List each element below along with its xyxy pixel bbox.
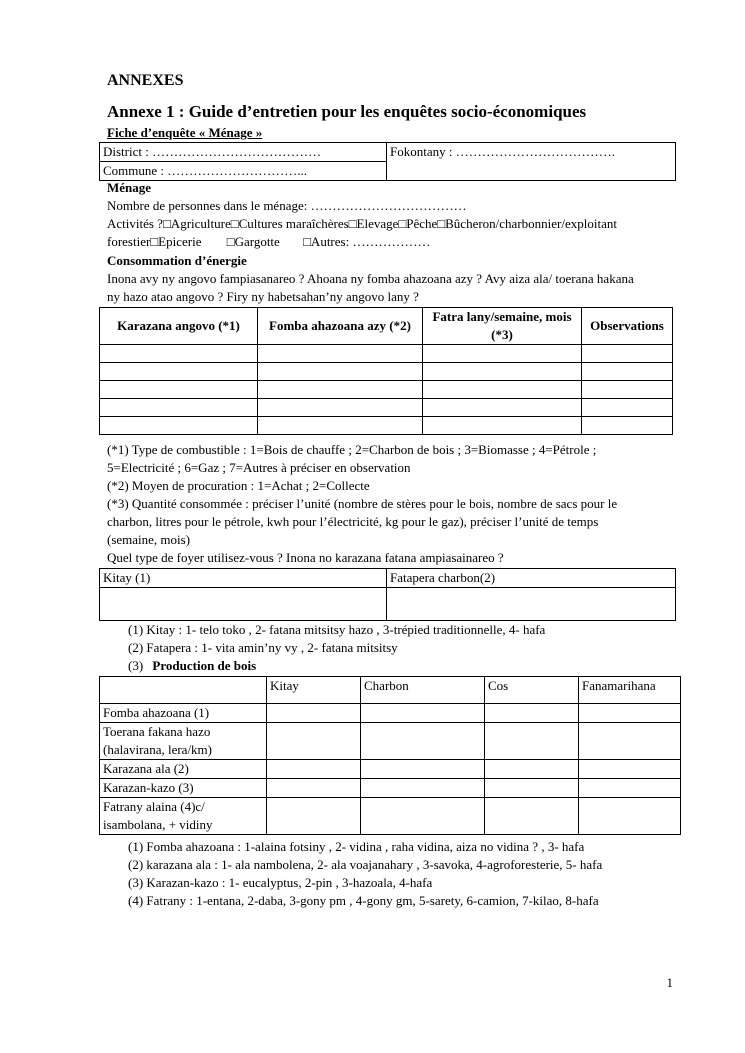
- activities-line-2: [107, 233, 430, 251]
- energie-question-1: Inona avy ny angovo fampiasanareo ? Ahoana ny fomba ahazoana azy ? Avy aiza ala/ toerana hakana: [107, 271, 634, 286]
- production-table: [99, 676, 681, 835]
- energy-header-fomba: Fomba ahazoana azy (*2): [258, 308, 423, 345]
- production-note-1: (1) Fomba ahazoana : 1-alaina fotsiny , 2- vidina , raha vidina, aiza no vidina ? , 3- hafa: [128, 839, 585, 854]
- production-number: (3): [128, 658, 144, 673]
- production-row-label: Toerana fakana hazo (halavirana, lera/km): [100, 723, 267, 760]
- note-combustible-cont: 5=Electricité ; 6=Gaz ; 7=Autres à préciser en observation: [107, 460, 411, 475]
- energie-question-2: ny hazo atao angovo ? Firy ny habetsahan’ny angovo lany ?: [107, 289, 419, 304]
- energy-row: [100, 417, 673, 435]
- foyer-question: Quel type de foyer utilisez-vous ? Inona no karazana fatana ampiasainareo ?: [107, 550, 504, 565]
- production-header-blank: [100, 677, 267, 704]
- district-cell: District : …………………………………: [100, 143, 387, 162]
- foyer-row: [100, 588, 676, 621]
- production-row: [100, 779, 681, 798]
- energie-title: Consommation d’énergie: [107, 253, 247, 268]
- foyer-table: [99, 568, 676, 621]
- production-note-4: (4) Fatrany : 1-entana, 2-daba, 3-gony pm , 4-gony gm, 5-sarety, 6-camion, 7-kilao, 8-hafa: [128, 893, 599, 908]
- note-quantite-cont: charbon, litres pour le pétrole, kwh pour l’électricité, kg pour le gaz), préciser l’unité de temps: [107, 514, 599, 529]
- energy-row: [100, 345, 673, 363]
- energy-row: [100, 363, 673, 381]
- foyer-header-kitay: Kitay (1): [100, 569, 387, 588]
- persons-line: Nombre de personnes dans le ménage: ………………………………: [107, 198, 467, 213]
- production-header-charbon: Charbon: [361, 677, 485, 704]
- production-row-label: Fomba ahazoana (1): [100, 704, 267, 723]
- foyer-list-1: (1) Kitay : 1- telo toko , 2- fatana mitsitsy hazo , 3-trépied traditionnelle, 4- hafa: [128, 622, 546, 637]
- production-header-kitay: Kitay: [267, 677, 361, 704]
- production-note-3: (3) Karazan-kazo : 1- eucalyptus, 2-pin , 3-hazoala, 4-hafa: [128, 875, 433, 890]
- note-quantite: (*3) Quantité consommée : préciser l’unité (nombre de stères pour le bois, nombre de sacs pour le: [107, 496, 618, 511]
- production-title: Production de bois: [152, 658, 257, 673]
- production-header-fanamarihana: Fanamarihana: [579, 677, 681, 704]
- foyer-header-fatapera: Fatapera charbon(2): [387, 569, 676, 588]
- location-table: [99, 142, 676, 181]
- energy-header-fatra: Fatra lany/semaine, mois (*3): [423, 308, 582, 345]
- fiche-title: Fiche d’enquête « Ménage »: [107, 125, 263, 140]
- note-quantite-end: (semaine, mois): [107, 532, 191, 547]
- note-procuration: (*2) Moyen de procuration : 1=Achat ; 2=Collecte: [107, 478, 370, 493]
- energy-table: [99, 307, 673, 435]
- production-row-label: Fatrany alaina (4)c/ isambolana, + vidiny: [100, 798, 267, 835]
- fokontany-cell: Fokontany : ……………………………….: [387, 143, 676, 181]
- commune-cell: Commune : …………………………...: [100, 162, 387, 181]
- note-combustible: (*1) Type de combustible : 1=Bois de chauffe ; 2=Charbon de bois ; 3=Biomasse ; 4=Pétrole ;: [107, 442, 597, 457]
- production-row: [100, 760, 681, 779]
- annex-title: Annexe 1 : Guide d’entretien pour les enquêtes socio-économiques: [107, 102, 587, 121]
- menage-title: Ménage: [107, 180, 152, 195]
- production-heading: [128, 657, 256, 675]
- energy-row: [100, 381, 673, 399]
- page-heading: ANNEXES: [107, 72, 184, 89]
- energy-header-observations: Observations: [582, 308, 673, 345]
- energy-header-karazana: Karazana angovo (*1): [100, 308, 258, 345]
- production-row: [100, 723, 681, 760]
- production-row-label: Karazana ala (2): [100, 760, 267, 779]
- production-row: [100, 704, 681, 723]
- production-row-label: Karazan-kazo (3): [100, 779, 267, 798]
- production-row: [100, 798, 681, 835]
- activity-epicerie: forestier□Epicerie: [107, 234, 202, 249]
- production-header-cos: Cos: [485, 677, 579, 704]
- foyer-list-2: (2) Fatapera : 1- vita amin’ny vy , 2- fatana mitsitsy: [128, 640, 398, 655]
- production-note-2: (2) karazana ala : 1- ala nambolena, 2- ala voajanahary , 3-savoka, 4-agroforesterie, 5- hafa: [128, 857, 603, 872]
- activity-autres: □Autres: ………………: [303, 234, 431, 249]
- energy-row: [100, 399, 673, 417]
- activities-line-1: Activités ?□Agriculture□Cultures maraîchères□Elevage□Pêche□Bûcheron/charbonnier/exploitant: [107, 216, 617, 231]
- activity-gargotte: □Gargotte: [226, 234, 280, 249]
- page-number: 1: [666, 975, 673, 990]
